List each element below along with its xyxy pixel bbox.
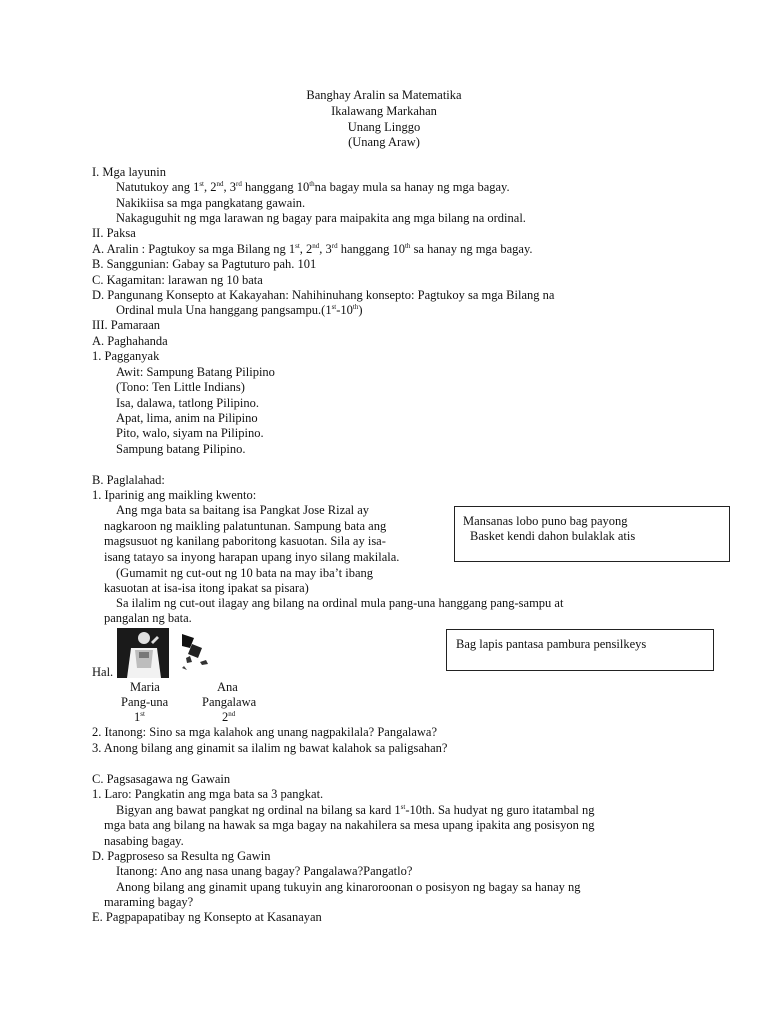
song-line: Pito, walo, siyam na Pilipino. (116, 426, 264, 440)
child2-number (222, 710, 235, 725)
objective-1-text-b: , 2 (204, 180, 217, 194)
document-title: Banghay Aralin sa Matematika (306, 88, 462, 102)
song-line: Awit: Sampung Batang Pilipino (116, 365, 275, 379)
child-cutout-ana-image (178, 632, 220, 674)
word-box-2 (446, 629, 714, 671)
objective-1-text-a: Natutukoy ang 1 (116, 180, 200, 194)
child2-ordinal: Pangalawa (202, 695, 257, 709)
word-box-1 (454, 506, 730, 562)
objective-1 (116, 180, 510, 195)
section-c-para-line2: mga bata ang bilang na hawak sa mga bagay na nakahilera sa mesa upang ipakita ang posisyon ng (104, 818, 595, 832)
section-e-heading: E. Pagpapapatibay ng Konsepto at Kasanayan (92, 910, 322, 924)
child2-number-value: 2 (222, 710, 229, 724)
section-d-heading: D. Pagproseso sa Resulta ng Gawin (92, 849, 271, 863)
section-b-item1: 1. Iparinig ang maikling kwento: (92, 488, 257, 502)
sup-st: st (199, 180, 204, 188)
section-c-heading: C. Pagsasagawa ng Gawain (92, 772, 231, 786)
child1-ordinal: Pang-una (121, 695, 169, 709)
sup-th: th (309, 180, 315, 188)
song-line: Apat, lima, anim na Pilipino (116, 411, 258, 425)
objective-1-text-d: hanggang 10 (241, 180, 310, 194)
week-label: Unang Linggo (347, 120, 421, 134)
sup-st: st (400, 803, 406, 811)
topic-sanggunian: B. Sanggunian: Gabay sa Pagtuturo pah. 101 (92, 257, 317, 271)
topic-aralin-a: A. Aralin : Pagtukoy sa mga Bilang ng 1 (92, 242, 296, 256)
sup-st: st (331, 303, 337, 311)
sup-nd: nd (216, 180, 224, 188)
objective-1-text-c: , 3 (223, 180, 236, 194)
section-b-heading: B. Paglalahad: (92, 473, 165, 487)
section-c-para-line1-a: Bigyan ang bawat pangkat ng ordinal na bilang sa kard 1 (116, 803, 401, 817)
story-line: isang tatayo sa inyong harapan upang inyo silang makilala. (104, 550, 400, 564)
section-b-item2: 2. Itanong: Sino sa mga kalahok ang unang nagpakilala? Pangalawa? (92, 725, 438, 739)
story-line: nagkaroon ng maikling palatuntunan. Sampung bata ang (104, 519, 387, 533)
konsepto-b: -10 (336, 303, 353, 317)
topic-konsepto-line1: D. Pangunang Konsepto at Kakayahan: Nahihinuhang konsepto: Pagtukoy sa mga Bilang na (92, 288, 555, 302)
topic-aralin-b: , 2 (299, 242, 313, 256)
story-line: Sa ilalim ng cut-out ilagay ang bilang na ordinal mula pang-una hanggang pang-sampu at (116, 596, 564, 610)
section-c-para-line3: nasabing bagay. (104, 834, 184, 848)
topic-aralin-d: hanggang 10 (337, 242, 405, 256)
procedure-a: A. Paghahanda (92, 334, 168, 348)
section-b-item3: 3. Anong bilang ang ginamit sa ilalim ng bawat kalahok sa paligsahan? (92, 741, 448, 755)
procedure-a1: 1. Pagganyak (92, 349, 160, 363)
sup-rd: rd (236, 180, 242, 188)
topic-aralin-c: , 3 (319, 242, 332, 256)
story-line: magsusuot ng kanilang paboritong kasuotan. Sila ay isa- (104, 534, 386, 548)
sup-rd: rd (331, 242, 338, 250)
section-c-item1: 1. Laro: Pangkatin ang mga bata sa 3 pangkat. (92, 787, 324, 801)
word-box-2-line1: Bag lapis pantasa pambura pensilkeys (456, 637, 647, 651)
word-box-1-line1: Mansanas lobo puno bag payong (463, 514, 628, 528)
sup-st: st (295, 242, 300, 250)
child1-number (134, 710, 145, 725)
topic-aralin-e: sa hanay ng mga bagay. (410, 242, 533, 256)
song-line: Isa, dalawa, tatlong Pilipino. (116, 396, 260, 410)
sup-nd: nd (312, 242, 320, 250)
child1-name: Maria (130, 680, 160, 694)
child-cutout-maria-image (117, 628, 169, 678)
section-d-question2-cont: maraming bagay? (104, 895, 194, 909)
objective-1-text-e: na bagay mula sa hanay ng mga bagay. (314, 180, 510, 194)
section-d-question1: Itanong: Ano ang nasa unang bagay? Pangalawa?Pangatlo? (116, 864, 413, 878)
example-label: Hal. (92, 665, 114, 679)
quarter-label: Ikalawang Markahan (331, 104, 437, 118)
story-line: Ang mga bata sa baitang isa Pangkat Jose Rizal ay (116, 503, 370, 517)
sup-th: th (352, 303, 359, 311)
story-line: pangalan ng bata. (104, 611, 192, 625)
konsepto-a: Ordinal mula Una hanggang pangsampu.(1 (116, 303, 332, 317)
story-line: kasuotan at isa-isa itong ipakat sa pisara) (104, 581, 309, 595)
song-line: (Tono: Ten Little Indians) (116, 380, 245, 394)
section-c-para-line1 (116, 803, 595, 818)
section-topic-heading: II. Paksa (92, 226, 136, 240)
sup-nd: nd (228, 710, 236, 718)
konsepto-c: ) (358, 303, 363, 317)
child2-name: Ana (217, 680, 238, 694)
sup-th: th (404, 242, 411, 250)
topic-aralin (92, 242, 533, 257)
section-c-para-line1-b: -10th. Sa hudyat ng guro itatambal ng (405, 803, 595, 817)
child1-number-value: 1 (134, 710, 141, 724)
topic-konsepto-line2 (116, 303, 363, 318)
section-procedure-heading: III. Pamaraan (92, 318, 161, 332)
sup-st: st (140, 710, 145, 718)
song-line: Sampung batang Pilipino. (116, 442, 246, 456)
objective-3: Nakaguguhit ng mga larawan ng bagay para maipakita ang mga bilang na ordinal. (116, 211, 526, 225)
story-line: (Gumamit ng cut-out ng 10 bata na may iba’t ibang (116, 566, 374, 580)
section-d-question2: Anong bilang ang ginamit upang tukuyin ang kinaroroonan o posisyon ng bagay sa hanay ng (116, 880, 581, 894)
objective-2: Nakikiisa sa mga pangkatang gawain. (116, 196, 306, 210)
section-objectives-heading: I. Mga layunin (92, 165, 166, 179)
topic-kagamitan: C. Kagamitan: larawan ng 10 bata (92, 273, 263, 287)
day-label: (Unang Araw) (348, 135, 420, 149)
word-box-1-line2: Basket kendi dahon bulaklak atis (470, 529, 636, 543)
